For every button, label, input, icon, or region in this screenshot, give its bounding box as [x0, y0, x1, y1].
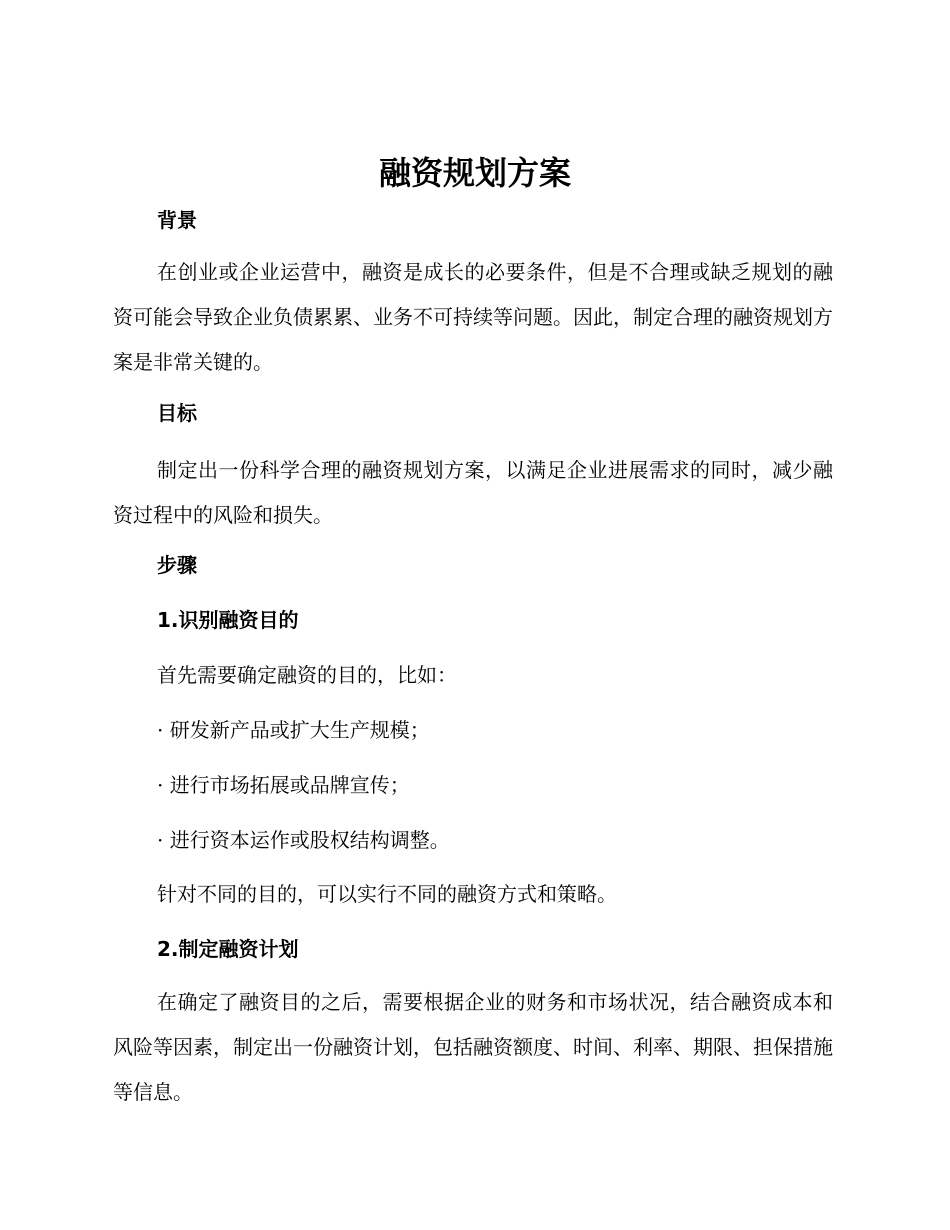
step1-bullet-2: · 进行市场拓展或品牌宣传；	[157, 773, 410, 797]
goal-heading: 目标	[157, 401, 197, 425]
step1-outro: 针对不同的目的，可以实行不同的融资方式和策略。	[157, 882, 617, 906]
background-heading: 背景	[157, 208, 197, 232]
document-title: 融资规划方案	[378, 154, 571, 192]
steps-heading: 步骤	[157, 553, 197, 577]
step1-bullet-3: · 进行资本运作或股权结构调整。	[157, 828, 450, 852]
step2-paragraph: 在确定了融资目的之后，需要根据企业的财务和市场状况，结合融资成本和风险等因素，制定出一份融资计划，包括融资额度、时间、利率、期限、担保措施等信息。	[113, 990, 833, 1104]
step1-heading: 1.识别融资目的	[157, 608, 299, 632]
goal-paragraph: 制定出一份科学合理的融资规划方案，以满足企业进展需求的同时，减少融资过程中的风险和损失。	[113, 458, 833, 527]
background-paragraph: 在创业或企业运营中，融资是成长的必要条件，但是不合理或缺乏规划的融资可能会导致企业负债累累、业务不可持续等问题。因此，制定合理的融资规划方案是非常关键的。	[113, 260, 833, 374]
step2-heading: 2.制定融资计划	[157, 937, 299, 961]
step1-bullet-1: · 研发新产品或扩大生产规模；	[157, 718, 430, 742]
step1-intro: 首先需要确定融资的目的，比如：	[157, 663, 457, 687]
